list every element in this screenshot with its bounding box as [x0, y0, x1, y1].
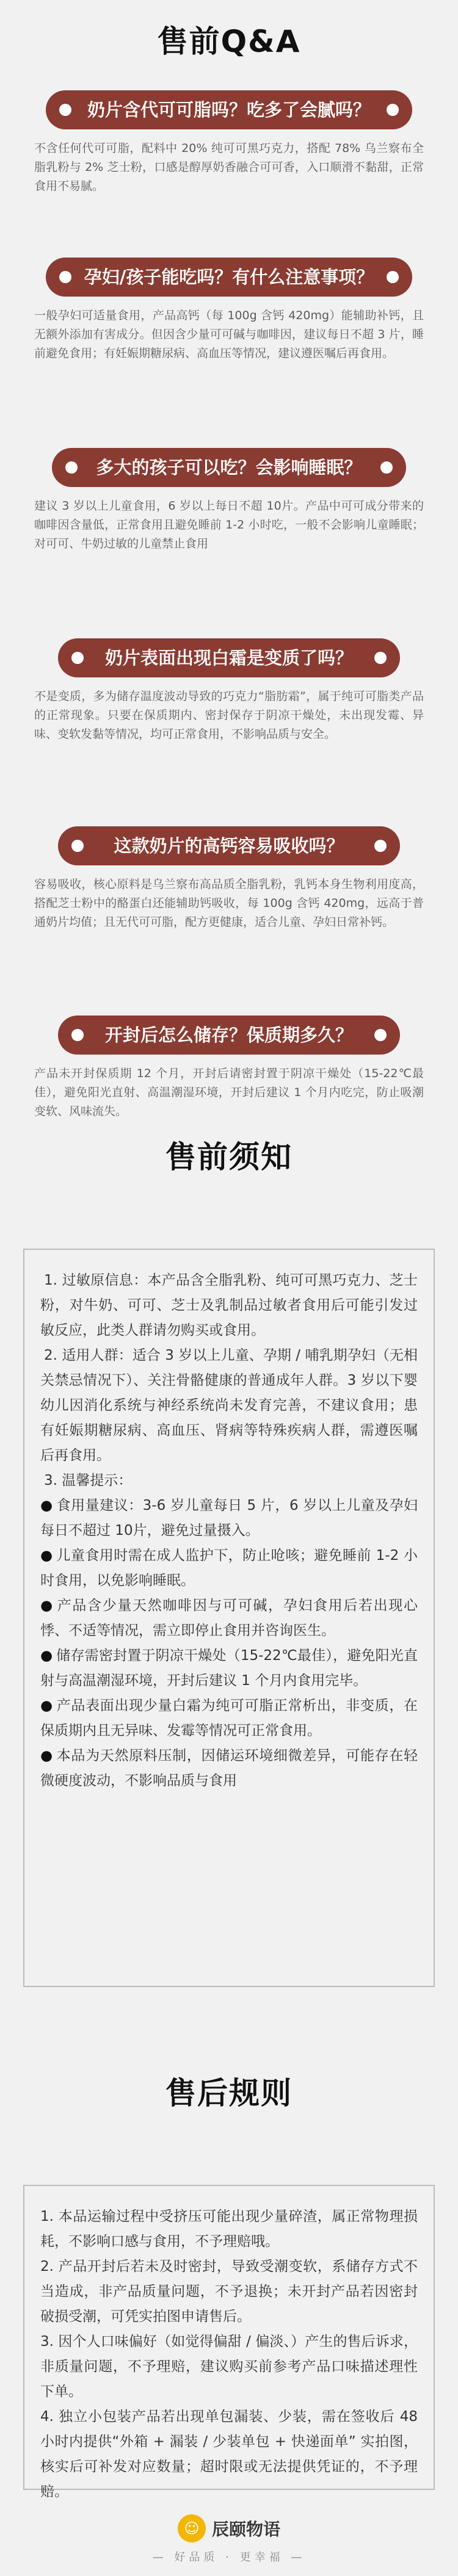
presale-notice-title: 售前须知	[165, 1139, 293, 1175]
notice-line-text: 产品表面出现少量白霜为纯可可脂正常析出，非变质，在保质期内且无异味、发霉等情况可正常食用。	[40, 1698, 418, 1739]
notice-line-text: 食用量建议：3-6 岁儿童每日 5 片，6 岁以上儿童及孕妇每日不超过 10片，避免过量摄入。	[40, 1498, 418, 1539]
notice-line-text: 1. 过敏原信息：本产品含全脂乳粉、纯可可黑巧克力、芝士粉，对牛奶、可可、芝士及乳制品过敏者食用后可能引发过敏反应，此类人群请勿购买或食用。	[40, 1272, 418, 1338]
rule-line: 3. 因个人口味偏好（如觉得偏甜 / 偏淡、）产生的售后诉求，非质量问题，不予理赔，建议购买前参考产品口味描述理性下单。	[40, 2334, 418, 2400]
qa-item	[0, 448, 458, 554]
smiley-logo-icon: ☺	[178, 2514, 206, 2542]
bullet-icon: ●	[40, 1498, 53, 1513]
notice-line	[40, 1468, 418, 1493]
qa-answer: 容易吸收，核心原料是乌兰察布高品质全脂乳粉，乳钙本身生物利用度高，搭配芝士粉中的酪蛋白还能辅助钙吸收，每 100g 含钙 420mg，远高于普通奶片均值；且无代可可脂，配方更健康，适合儿童、孕妇日常补钙。	[34, 878, 424, 929]
notice-line	[40, 1694, 418, 1744]
notice-line-text: 产品含少量天然咖啡因与可可碱，孕妇食用后若出现心悸、不适等情况，需立即停止食用并咨询医生。	[40, 1598, 418, 1639]
qa-item	[0, 90, 458, 196]
bullet-icon: ●	[40, 1598, 54, 1614]
brand-name: 辰颐物语	[211, 2519, 280, 2539]
bullet-icon: ●	[40, 1748, 53, 1764]
notice-line	[40, 1744, 418, 1794]
bullet-icon: ●	[40, 1548, 53, 1564]
brand-slogan: — 好品质 · 更幸福 —	[152, 2551, 306, 2564]
presale-qa-section	[0, 17, 458, 61]
notice-line	[40, 1343, 418, 1468]
notice-line	[40, 1493, 418, 1543]
notice-line	[40, 1268, 418, 1343]
qa-question-pill: 奶片含代可可脂吗？吃多了会腻吗？	[46, 90, 412, 129]
qa-item	[0, 1016, 458, 1121]
notice-line	[40, 1643, 418, 1694]
qa-question-pill: 开封后怎么储存？保质期多久？	[58, 1016, 400, 1055]
notice-line-text: 本品为天然原料压制，因储运环境细微差异，可能存在轻微硬度波动，不影响品质与食用	[40, 1748, 418, 1789]
qa-answer: 一般孕妇可适量食用，产品高钙（每 100g 含钙 420mg）能辅助补钙，且无额外添加有害成分。但因含少量可可碱与咖啡因，建议每日不超 3 片，睡前避免食用；有妊娠期糖尿病、高血压等情况，建议遵医嘱后再食用。	[34, 309, 424, 360]
qa-question-pill: 这款奶片的高钙容易吸收吗？	[58, 826, 400, 865]
aftersale-rules-title: 售后规则	[165, 2076, 293, 2111]
qa-question-pill: 多大的孩子可以吃？会影响睡眠？	[52, 448, 406, 487]
qa-item	[0, 826, 458, 932]
qa-question-pill: 孕妇/孩子能吃吗？有什么注意事项？	[46, 258, 412, 297]
notice-line	[40, 1593, 418, 1643]
aftersale-rules-section	[0, 2069, 458, 2113]
notice-line	[40, 1543, 418, 1593]
qa-answer: 建议 3 岁以上儿童食用，6 岁以上每日不超 10片。产品中可可成分带来的咖啡因含量低，正常食用且避免睡前 1-2 小时吃，一般不会影响儿童睡眠；对可可、牛奶过敏的儿童禁止食用	[34, 499, 424, 550]
qa-answer: 产品未开封保质期 12 个月，开封后请密封置于阴凉干燥处（15-22℃最佳），避免阳光直射、高温潮湿环境，开封后建议 1 个月内吃完，防止吸潮变软、风味流失。	[34, 1067, 424, 1118]
bullet-icon: ●	[40, 1648, 53, 1664]
qa-answer: 不含任何代可可脂，配料中 20% 纯可可黑巧克力，搭配 78% 乌兰察布全脂乳粉与 2% 芝士粉，口感是醇厚奶香融合可可香，入口顺滑不黏甜，正常食用不易腻。	[34, 142, 424, 193]
notice-line-text: 储存需密封置于阴凉干燥处（15-22℃最佳），避免阳光直射与高温潮湿环境，开封后建议 1 个月内食用完毕。	[40, 1648, 418, 1689]
qa-question-pill: 奶片表面出现白霜是变质了吗？	[58, 638, 400, 677]
footer	[0, 2514, 458, 2564]
presale-notice-section	[0, 1133, 458, 1177]
notice-line-text: 2. 适用人群：适合 3 岁以上儿童、孕期 / 哺乳期孕妇（无相关禁忌情况下）、关注骨骼健康的普通成年人群。3 岁以下婴幼儿因消化系统与神经系统尚未发育完善，不建议食用；患有妊娠期糖尿病、高血压、肾病等特殊疾病人群，需遵医嘱后再食用。	[40, 1348, 418, 1463]
qa-item	[0, 638, 458, 744]
rule-line: 1. 本品运输过程中受挤压可能出现少量碎渣，属正常物理损耗，不影响口感与食用，不予理赔哦。	[40, 2209, 418, 2249]
rule-line: 2. 产品开封后若未及时密封，导致受潮变软，系储存方式不当造成，非产品质量问题，不予退换；未开封产品若因密封破损受潮，可凭实拍图申请售后。	[40, 2259, 418, 2325]
qa-answer: 不是变质，多为储存温度波动导致的巧克力“脂肪霜”，属于纯可可脂类产品的正常现象。只要在保质期内、密封保存于阴凉干燥处，未出现发霉、异味、变软发黏等情况，均可正常食用，不影响品质与安全。	[34, 690, 424, 741]
bullet-icon: ●	[40, 1698, 53, 1714]
notice-line-text: 3. 温馨提示：	[44, 1473, 133, 1488]
presale-notice-box	[23, 1249, 435, 1987]
rule-line: 4. 独立小包装产品若出现单包漏装、少装，需在签收后 48 小时内提供“外箱 + 漏装 / 少装单包 + 快递面单” 实拍图，核实后可补发对应数量；超时限或无法提供凭证的，不予理赔。	[40, 2409, 418, 2500]
presale-qa-title: 售前Q&A	[157, 24, 301, 59]
notice-line-text: 儿童食用时需在成人监护下，防止呛咳；避免睡前 1-2 小时食用，以免影响睡眠。	[40, 1548, 418, 1589]
aftersale-rules-box	[23, 2185, 435, 2500]
brand-logo	[0, 2514, 458, 2542]
qa-item	[0, 258, 458, 363]
